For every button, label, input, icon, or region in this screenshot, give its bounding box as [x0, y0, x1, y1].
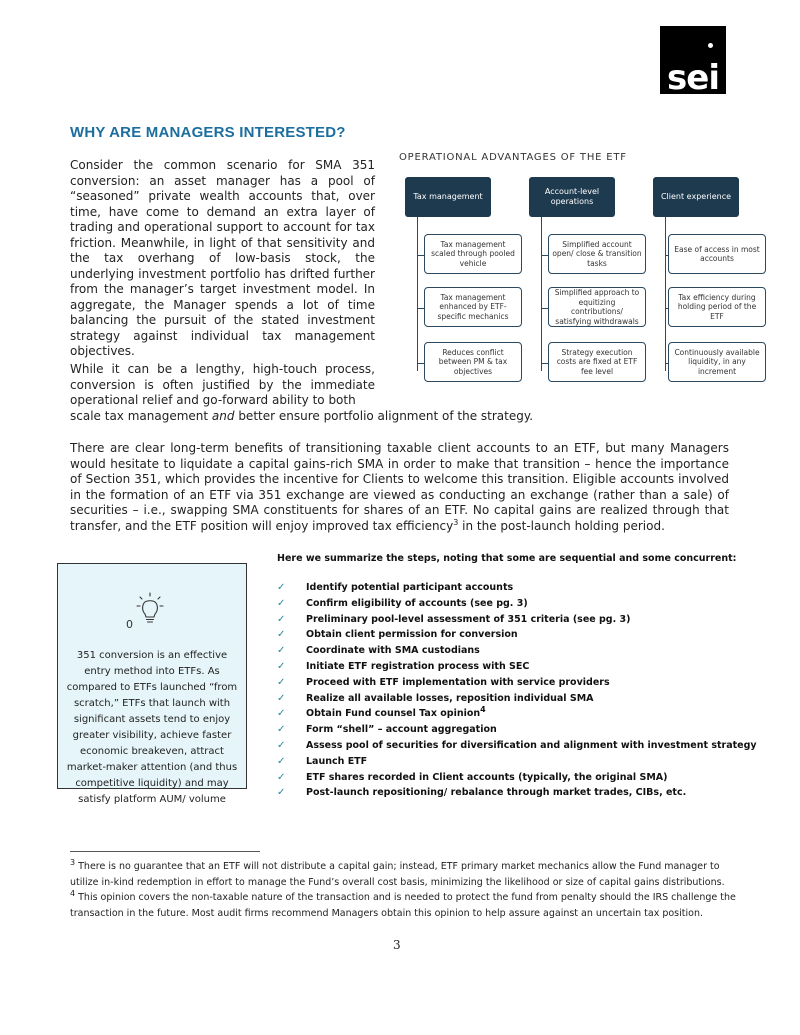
- diagram-box: Continuously available liquidity, in any increment: [668, 342, 766, 382]
- diagram-box: Ease of access in most accounts: [668, 234, 766, 274]
- step-text: Obtain client permission for conversion: [306, 629, 518, 641]
- diagram-box: Strategy execution costs are fixed at ETF fee level: [548, 342, 646, 382]
- checkmark-icon: ✓: [277, 597, 286, 609]
- step-item: [277, 582, 757, 598]
- step-text: Preliminary pool-level assessment of 351 criteria (see pg. 3): [306, 613, 631, 625]
- diagram-box: Simplified approach to equitizing contributions/ satisfying withdrawals: [548, 287, 646, 327]
- connector-line: [417, 308, 424, 309]
- step-item: [277, 756, 757, 772]
- para2-cont-pre: scale tax management: [70, 409, 212, 423]
- logo-text: sei: [667, 58, 719, 94]
- para2-cont-post: better ensure portfolio alignment of the strategy.: [234, 409, 534, 423]
- lightbulb-icon: [136, 592, 164, 626]
- checkmark-icon: ✓: [277, 582, 286, 593]
- callout-number: 0: [126, 618, 133, 631]
- footnote-separator: [70, 851, 260, 852]
- para3-main: There are clear long-term benefits of transitioning taxable client accounts to an ETF, but many Managers would hesitate to liquidate a capital gains-rich SMA in order to make that transition – hence the importance of Section 351, which provides the incentive for Clients to welcome this transition. Eligible accounts involved in the formation of an ETF via 351 exchange are viewed as conducting an exchange (rather than a sale) of securities – i.e., swapping SMA constituents for shares of an ETF. No capital gains are realized through that transfer, and the ETF position will enjoy improved tax efficiency: [70, 441, 729, 533]
- paragraph-3: [70, 441, 729, 534]
- step-text: Realize all available losses, reposition individual SMA: [306, 692, 594, 704]
- diagram-box: Simplified account open/ close & transition tasks: [548, 234, 646, 274]
- step-item: [277, 693, 757, 709]
- step-item: [277, 705, 757, 724]
- checkmark-icon: ✓: [277, 771, 286, 783]
- checkmark-icon: ✓: [277, 692, 286, 704]
- diagram-box: Tax efficiency during holding period of the ETF: [668, 287, 766, 327]
- diagram-box: Reduces conflict between PM & tax objectives: [424, 342, 522, 382]
- step-text: Proceed with ETF implementation with service providers: [306, 676, 610, 688]
- para2-cont-em: and: [211, 409, 235, 423]
- step-text: Post-launch repositioning/ rebalance through market trades, CIBs, etc.: [306, 787, 687, 799]
- step-item: [277, 740, 757, 756]
- footnote-3-text: There is no guarantee that an ETF will not distribute a capital gain; instead, ETF primary market mechanics allow the Fund manager to utilize in-kind redemption in effort to manage the Fund’s overall cost basis, minimizing the likelihood or size of capital gains distributions.: [70, 861, 725, 888]
- checkmark-icon: ✓: [277, 645, 286, 657]
- step-text: Launch ETF: [306, 755, 368, 767]
- step-item: [277, 629, 757, 645]
- step-item: [277, 772, 757, 788]
- step-text: Initiate ETF registration process with SEC: [306, 660, 530, 672]
- footnote-3: [70, 859, 740, 890]
- connector-line: [541, 363, 548, 364]
- page-number: 3: [393, 938, 401, 952]
- footnote-4-number: 4: [70, 888, 76, 898]
- step-text: ETF shares recorded in Client accounts (typically, the original SMA): [306, 771, 668, 783]
- step-text: Form “shell” – account aggregation: [306, 724, 497, 736]
- column-header-client-experience: Client experience: [653, 177, 739, 217]
- footnote-ref-4[interactable]: 4: [480, 705, 486, 715]
- step-item: [277, 614, 757, 630]
- section-heading: WHY ARE MANAGERS INTERESTED?: [70, 124, 346, 141]
- connector-line: [541, 217, 542, 371]
- connector-line: [665, 217, 666, 371]
- diagram-title: OPERATIONAL ADVANTAGES OF THE ETF: [399, 152, 627, 163]
- paragraph-1: Consider the common scenario for SMA 351 conversion: an asset manager has a pool of “seasoned” private wealth accounts that, over time, have come to demand an extra layer of trading and operational support to account for tax friction. Meanwhile, in light of that sensitivity and the tax overhang of low-basis stock, the underlying investment portfolio has drifted further from the manager’s target investment model. In aggregate, the Manager spends a lot of time balancing the pursuit of the stated investment strategy against individual tax management objectives.: [70, 158, 375, 358]
- callout-box: [57, 563, 247, 805]
- checkmark-icon: ✓: [277, 613, 286, 625]
- footnote-4-text: This opinion covers the non-taxable nature of the transaction and is needed to protect the fund from penalty should the IRS challenge the transaction in the future. Most audit firms recommend Managers obtain this opinion to help assure against an uncertain tax position.: [70, 892, 736, 919]
- connector-line: [417, 217, 418, 371]
- sei-logo: [660, 26, 726, 94]
- paragraph-2-continued: [70, 409, 540, 425]
- step-item: [277, 598, 757, 614]
- checkmark-icon: ✓: [277, 676, 286, 688]
- step-text: Coordinate with SMA custodians: [306, 645, 480, 657]
- logo-dot: [708, 43, 713, 48]
- operational-advantages-diagram: [405, 172, 775, 392]
- step-item: [277, 787, 757, 803]
- connector-line: [541, 308, 548, 309]
- checkmark-icon: ✓: [277, 724, 286, 736]
- steps-list: [277, 582, 757, 803]
- step-text: Obtain Fund counsel Tax opinion: [306, 708, 481, 720]
- step-item: [277, 661, 757, 677]
- connector-line: [417, 363, 424, 364]
- para3-end: in the post-launch holding period.: [458, 518, 665, 533]
- checkmark-icon: ✓: [277, 755, 286, 767]
- callout-text: 351 conversion is an effective entry method into ETFs. As compared to ETFs launched “from scratch,” ETFs that launch with significant assets tend to enjoy greater visibility, achieve faster economic breakeven, attract market-maker attention (and thus competitive liquidity) and may satisfy platform AUM/ volume: [66, 650, 238, 805]
- footnote-3-number: 3: [70, 857, 76, 867]
- diagram-box: Tax management enhanced by ETF-specific mechanics: [424, 287, 522, 327]
- step-text: Assess pool of securities for diversification and alignment with investment strategy: [306, 739, 757, 751]
- footnote-4: [70, 890, 740, 921]
- step-item: [277, 677, 757, 693]
- connector-line: [417, 255, 424, 256]
- steps-intro: Here we summarize the steps, noting that some are sequential and some concurrent:: [277, 553, 737, 564]
- step-text: Identify potential participant accounts: [306, 582, 514, 593]
- checkmark-icon: ✓: [277, 629, 286, 641]
- footnote-ref-3[interactable]: 3: [453, 517, 459, 527]
- checkmark-icon: ✓: [277, 708, 286, 720]
- checkmark-icon: ✓: [277, 660, 286, 672]
- checkmark-icon: ✓: [277, 739, 286, 751]
- paragraph-2: While it can be a lengthy, high-touch process, conversion is often justified by the immediate operational relief and go-forward ability to both: [70, 362, 375, 407]
- step-text: Confirm eligibility of accounts (see pg. 3): [306, 597, 528, 609]
- diagram-box: Tax management scaled through pooled vehicle: [424, 234, 522, 274]
- checkmark-icon: ✓: [277, 787, 286, 799]
- column-header-tax-management: Tax management: [405, 177, 491, 217]
- connector-line: [541, 255, 548, 256]
- step-item: [277, 724, 757, 740]
- column-header-account-level-operations: Account-level operations: [529, 177, 615, 217]
- step-item: [277, 645, 757, 661]
